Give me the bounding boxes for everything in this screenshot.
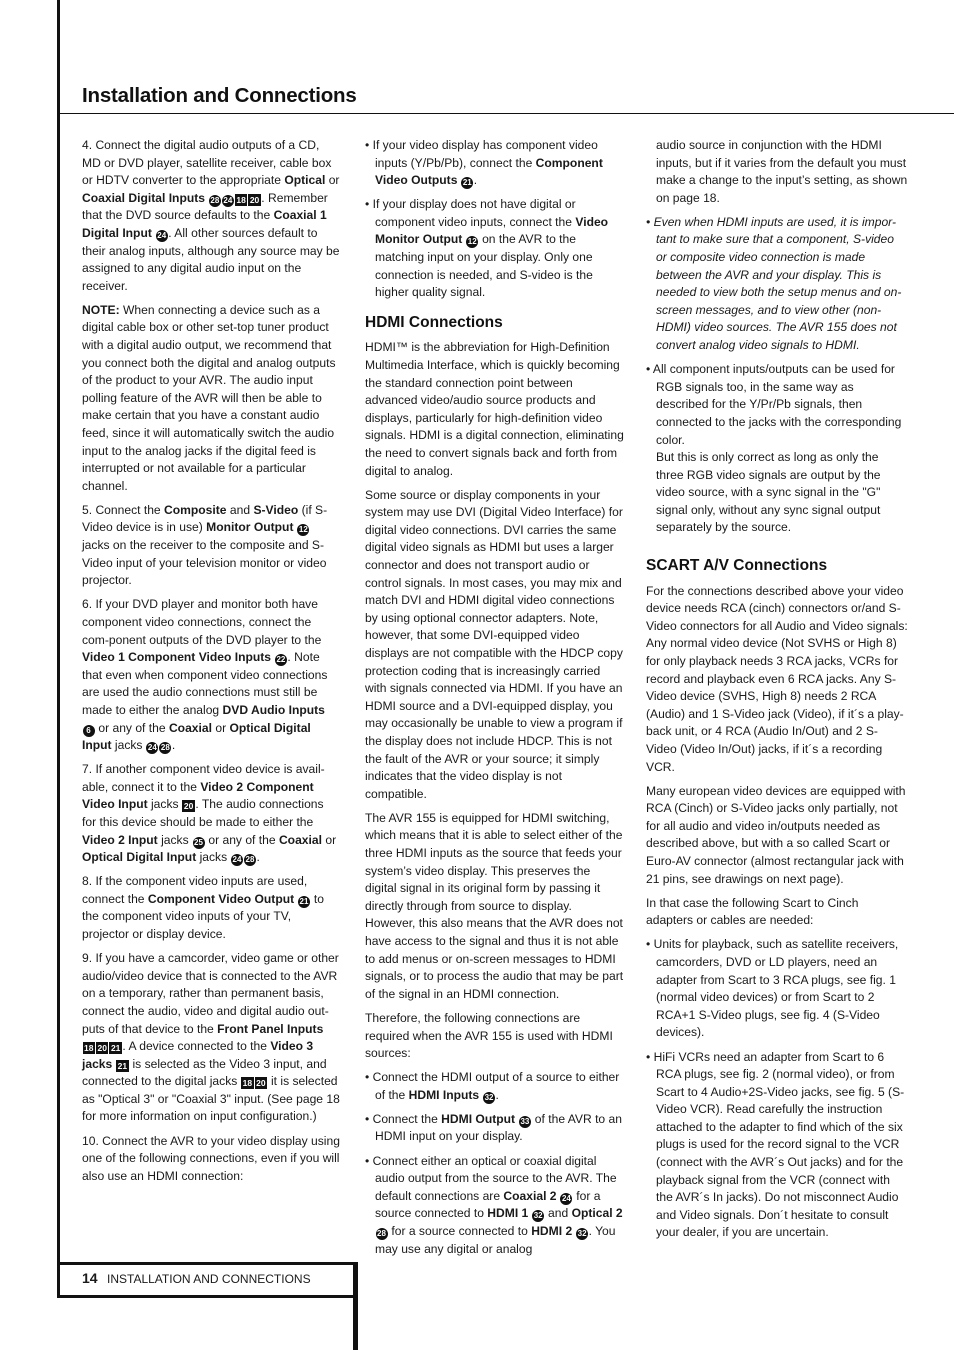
ref-marker: 12 (298, 525, 308, 535)
ref-marker: 28 (160, 743, 170, 753)
column-2 (365, 137, 625, 1258)
column-1 (82, 137, 340, 1192)
left-margin-bar (57, 0, 60, 1296)
bullet-rgb: • All component inputs/outputs can be used for RGB signals too, in the same way as described for the Y/Pr/Pb signals, then connected to the jacks with the corresponding color. (646, 362, 902, 447)
note-paragraph: NOTE: When connecting a device such as a digital cable box or other set-top tuner product with a digital audio output, we recommend that you connect both the digital and analog outputs of the product to your AVR. The audio input polling feature of the AVR will then be able to make certain that you have a constant audio feed, since it will automatically switch the audio input to the analog jacks if the digital feed is interrupted or not available for a particular channel. (82, 302, 336, 493)
hdmi-dvi: Some source or display components in your system may use DVI (Digital Video Interface) for digital video connections. DVI carries the same digital video signals as HDMI but uses a larger connector and does not transport audio or control signals. In most cases, you may mix and match DVI and HDMI digital video connections by using optional connector adapters. Note, however, that some DVI-equipped video displays are not compatible with the HDCP copy protection coding that is increasingly carried with signals connected via HDMI. If you have an HDMI source and a DVI-equipped display, you may occasionally be unable to view a program if the display does not include HDCP. This is not the fault of the AVR or your source; it simply indicates that the video display is not compatible. (365, 487, 623, 801)
ref-marker: 21 (110, 1043, 121, 1054)
ref-marker: 20 (256, 1078, 266, 1089)
step-9-paragraph: 9. If you have a camcorder, video game or other audio/video device that is connected to the AVR on a temporary, rather than permanent basis, connect the audio, video and digital audio out-puts of that device to the Front Panel Inputs 18 20 21 . A device connected to the Video 3 jacks 21 is selected as the Video 3 input, and connected to the digital jacks 18 20 it is selected as "Optical 3" or "Coaxial 3" input. (See page 18 for more information on input configuration.) (82, 951, 340, 1124)
ref-marker: 22 (276, 655, 286, 665)
ref-marker: 21 (117, 1060, 128, 1071)
footer-divider (353, 1262, 358, 1350)
ref-marker: 28 (210, 195, 220, 205)
hdmi-intro: HDMI™ is the abbreviation for High-Definition Multimedia Interface, which is quickly becoming the standard connection point between advanced video/audio source products and displays, particularly for high-definition video signals. HDMI is a digital connection, eliminating the need to convert signals back and forth from digital to analog. (365, 340, 624, 478)
ref-marker: 32 (533, 1211, 543, 1221)
ref-marker: 28 (377, 1228, 386, 1238)
step-7-paragraph: 7. If another component video device is avail-able, connect it to the Video 2 Component Video Input jacks 20 . The audio connections for this device should be made to either the Video 2 Input jacks 25 or any of the Coaxial or Optical Digital Input jacks 24 28 . (82, 762, 337, 865)
bullet-playback-units: • Units for playback, such as satellite receivers, camcorders, DVD or LD players, need an adapter from Scart to 3 RCA plugs, see fig. 1 (normal video devices) or from Scart to 2 RCA+1 S-Video plugs, see fig. 4 (S-Video devices). (646, 937, 899, 1040)
ref-marker: 24 (147, 743, 157, 753)
ref-marker: 6 (83, 725, 95, 737)
bullet-hdmi-output: • Connect the HDMI Output 33 of the AVR to an HDMI input on your display. (365, 1111, 622, 1144)
footer-section-label: INSTALLATION AND CONNECTIONS (107, 1272, 311, 1286)
page-title: Installation and Connections (82, 84, 357, 107)
ref-marker: 21 (299, 896, 309, 906)
ref-marker: 24 (561, 1193, 571, 1203)
ref-marker: 24 (157, 230, 167, 240)
ref-marker: 18 (236, 194, 246, 205)
ref-marker: 12 (467, 237, 477, 247)
step-8-paragraph: 8. If the component video inputs are used, connect the Component Video Output 21 to the component video inputs of your TV, projector or display device. (82, 874, 324, 942)
bullet-hifi-vcrs: • HiFi VCRs need an adapter from Scart to 6 RCA plugs, see fig. 2 (normal video), or from Scart to 4 Audio+2S-Video jacks, see fig. 5 (S-Video VCR). Read carefully the instruction attached to the adapter to find which of the six plugs is used for the record signal to the VCR (connect with the AVR´s Out jacks) and for the playback signal from the VCR (connect with the AVR´s In jacks). Do not misconnect Audio and Video signals. Don´t hesitate to consult your dealer, if you are uncertain. (646, 1049, 905, 1240)
ref-marker: 18 (242, 1078, 253, 1089)
ref-marker: 25 (194, 837, 203, 847)
rgb-sync-note: But this is only correct as long as only the three RGB video signals are output by the video source, with a sync signal in the "G" signal only, without any sync signal output separately by the source. (656, 450, 881, 535)
ref-marker: 33 (520, 1116, 530, 1126)
ref-marker: 20 (249, 194, 260, 205)
bullet-hdmi-audio: • Connect either an optical or coaxial digital audio output from the source to the AVR. The default connections are Coaxial 2 24 for a source connected to HDMI 1 32 and Optical 2 28 for a source connected to HDMI 2 32 . You may use any digital or analog (365, 1153, 623, 1256)
ref-marker: 32 (577, 1228, 587, 1238)
scart-intro: For the connections described above your video device needs RCA (cinch) connectors or/and S-Video connectors for all Audio and Video signals: Any normal video device (Not SVHS or High 8) for only playback needs 3 RCA jacks, VCRs for record and playback even 6 RCA jacks. Any S-Video device (SVHS, High 8) needs 2 RCA (Audio) and 1 S-Video jack (Video), if it´s a play-back unit, or 4 RCA (Audio In/Out) and 2 S-Video (Video In/Out) jacks, if it´s a recording VCR. (646, 583, 908, 774)
hdmi-required: Therefore, the following connections are required when the AVR 155 is used with HDMI sources: (365, 1010, 613, 1061)
bullet-italic-note: • Even when HDMI inputs are used, it is impor-tant to make sure that a component, S-video or composite video connection is made between the AVR and your display. This is needed to view both the setup menus and on-screen messages, and to view other (non-HDMI) video sources. The AVR 155 does not convert analog video signals to HDMI. (646, 214, 902, 353)
hdmi-audio-continued: audio source in conjunction with the HDMI inputs, but if it varies from the default you must make a change to the input’s setting, as shown on page 18. (656, 138, 908, 205)
ref-marker: 24 (223, 195, 233, 205)
ref-marker: 20 (97, 1043, 107, 1054)
ref-marker: 24 (232, 855, 242, 865)
scart-european: Many european video devices are equipped with RCA (Cinch) or S-Video jacks only partially, not for all audio and video in/outputs needed as described above, but with a so called Scart or Euro-AV connector (almost rectangular jack with 21 pins, see drawings on next page). (646, 783, 906, 886)
title-rule (57, 113, 954, 114)
bullet-video-monitor: • If your display does not have digital or component video inputs, connect the Video Monitor Output 12 on the AVR to the matching input on your display. Only one connection is needed, and S-video is the higher quality signal. (365, 197, 609, 300)
ref-marker: 18 (84, 1043, 94, 1054)
hdmi-heading: HDMI Connections (365, 313, 503, 331)
scart-adapters: In that case the following Scart to Cinch adapters or cables are needed: (646, 895, 859, 928)
ref-marker: 21 (462, 178, 472, 188)
ref-marker: 32 (484, 1092, 494, 1102)
column-3 (646, 137, 908, 1249)
scart-heading: SCART A/V Connections (646, 557, 828, 575)
step-10-paragraph: 10. Connect the AVR to your video display using one of the following connections, even if you will also use an HDMI connection: (82, 1133, 340, 1183)
step-4-paragraph: 4. Connect the digital audio outputs of a CD, MD or DVD player, satellite receiver, cable box or HDTV converter to the appropriate Optical or Coaxial Digital Inputs 28 24 18 20 . Remember that the DVD source defaults to the Coaxial 1 Digital Input 24 . All other sources default to their analog inputs, although any source may be assigned to any digital audio input on the receiver. (82, 138, 340, 293)
hdmi-switching: The AVR 155 is equipped for HDMI switching, which means that it is able to select either of the three HDMI inputs as the source that feeds your system’s video display. This preserves the digital signal in its original form by passing it directly through from source to display. However, this also means that the AVR does not have access to the signal and thus it is not able to add menus or on-screen messages to HDMI signals, or to process the audio that may be part of the signal in an HDMI connection. (365, 810, 624, 1001)
step-6-paragraph: 6. If your DVD player and monitor both have component video connections, connect the com-ponent outputs of the DVD player to the Video 1 Component Video Inputs 22 . Note that even when component video connections are used the audio connections must still be made to either the analog DVD Audio Inputs 6 or any of the Coaxial or Optical Digital Input jacks 24 28 . (82, 597, 328, 753)
step-5-paragraph: 5. Connect the Composite and S-Video (if S-Video device is in use) Monitor Output 12 jacks on the receiver to the composite and S-Video input of your television monitor or video projector. (82, 502, 328, 588)
bullet-component-video: • If your video display has component video inputs (Y/Pb/Pb), connect the Component Video Outputs 21 . (365, 138, 603, 188)
ref-marker: 20 (183, 801, 194, 812)
ref-marker: 28 (245, 855, 255, 865)
page-number: 14 (82, 1270, 98, 1286)
bullet-hdmi-inputs: • Connect the HDMI output of a source to either of the HDMI Inputs 32 . (365, 1070, 620, 1102)
